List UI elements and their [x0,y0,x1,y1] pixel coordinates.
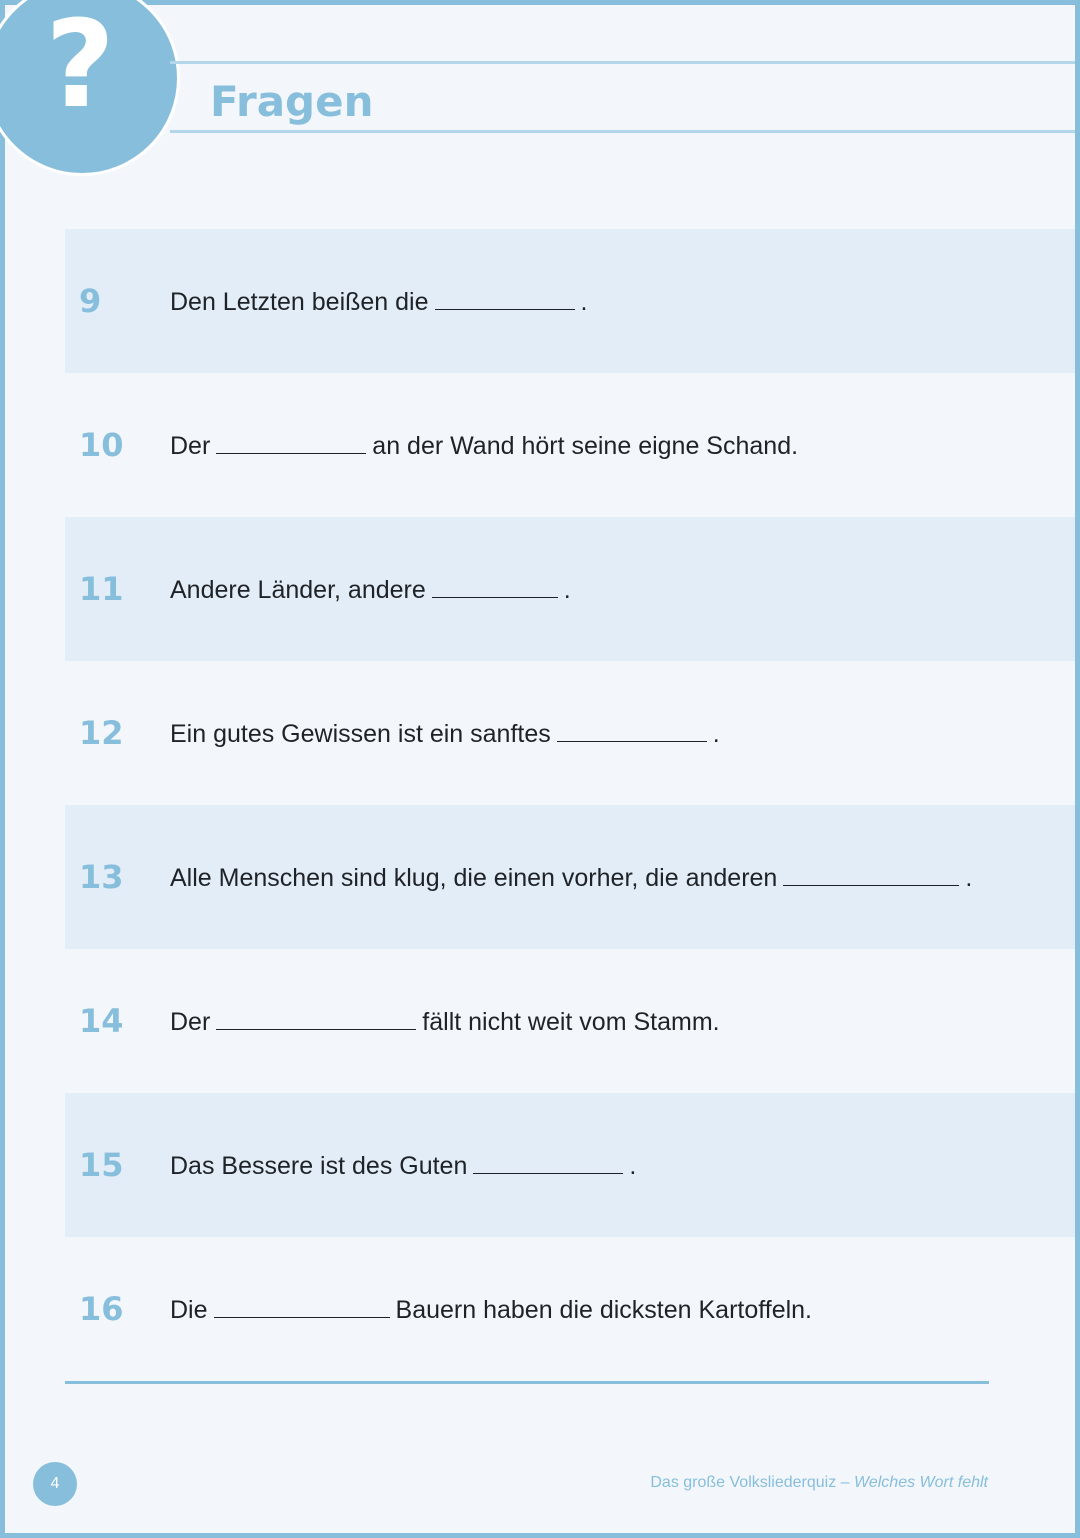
question-text-after: . [580,288,588,316]
question-row [65,805,1075,949]
answer-blank[interactable] [432,579,558,598]
question-text-after: fällt nicht weit vom Stamm. [422,1008,720,1036]
question-sentence [170,861,972,895]
answer-blank[interactable] [473,1155,623,1174]
question-sentence [170,1005,720,1039]
question-row [65,373,1075,517]
question-row [65,949,1075,1093]
question-sentence [170,285,587,319]
question-text-after: . [563,576,571,604]
question-number: 12 [79,714,124,752]
question-number: 9 [79,282,102,320]
question-row [65,229,1075,373]
question-text-after: . [712,720,720,748]
question-text-before: Das Bessere ist des Guten [170,1152,468,1180]
question-sentence [170,573,571,607]
footer-subtitle: Welches Wort fehlt [854,1474,988,1491]
question-row [65,1237,1075,1381]
answer-blank[interactable] [435,291,575,310]
question-mark-icon: ? [45,0,115,135]
bottom-rule [65,1381,989,1384]
answer-blank[interactable] [216,1011,416,1030]
question-text-before: Den Letzten beißen die [170,288,429,316]
question-text-after: Bauern haben die dicksten Kartoffeln. [395,1296,813,1324]
question-number: 13 [79,858,124,896]
question-number: 14 [79,1002,124,1040]
footer-book-title: Das große Volksliederquiz – [650,1474,850,1491]
answer-blank[interactable] [783,867,959,886]
question-text-before: Der [170,432,211,460]
question-text-after: an der Wand hört seine eigne Schand. [372,432,799,460]
question-text-before: Die [170,1296,208,1324]
question-text-before: Andere Länder, andere [170,576,426,604]
question-row [65,517,1075,661]
question-sentence [170,429,798,463]
question-sentence [170,1149,636,1183]
footer-text [650,1472,988,1494]
question-row [65,661,1075,805]
question-number: 11 [79,570,124,608]
answer-blank[interactable] [214,1299,390,1318]
question-text-before: Alle Menschen sind klug, die einen vorher, die anderen [170,864,778,892]
page-title: Fragen [210,77,374,126]
question-text-before: Ein gutes Gewissen ist ein sanftes [170,720,551,748]
question-number: 15 [79,1146,124,1184]
question-text-after: . [629,1152,637,1180]
question-number: 16 [79,1290,124,1328]
answer-blank[interactable] [557,723,707,742]
page-number-badge: 4 [33,1462,77,1506]
question-sentence [170,1293,812,1327]
question-row [65,1093,1075,1237]
question-text-after: . [965,864,973,892]
question-text-before: Der [170,1008,211,1036]
question-sentence [170,717,720,751]
header-rule-bottom [170,130,1075,133]
header-rule-top [170,61,1075,64]
question-number: 10 [79,426,124,464]
answer-blank[interactable] [216,435,366,454]
